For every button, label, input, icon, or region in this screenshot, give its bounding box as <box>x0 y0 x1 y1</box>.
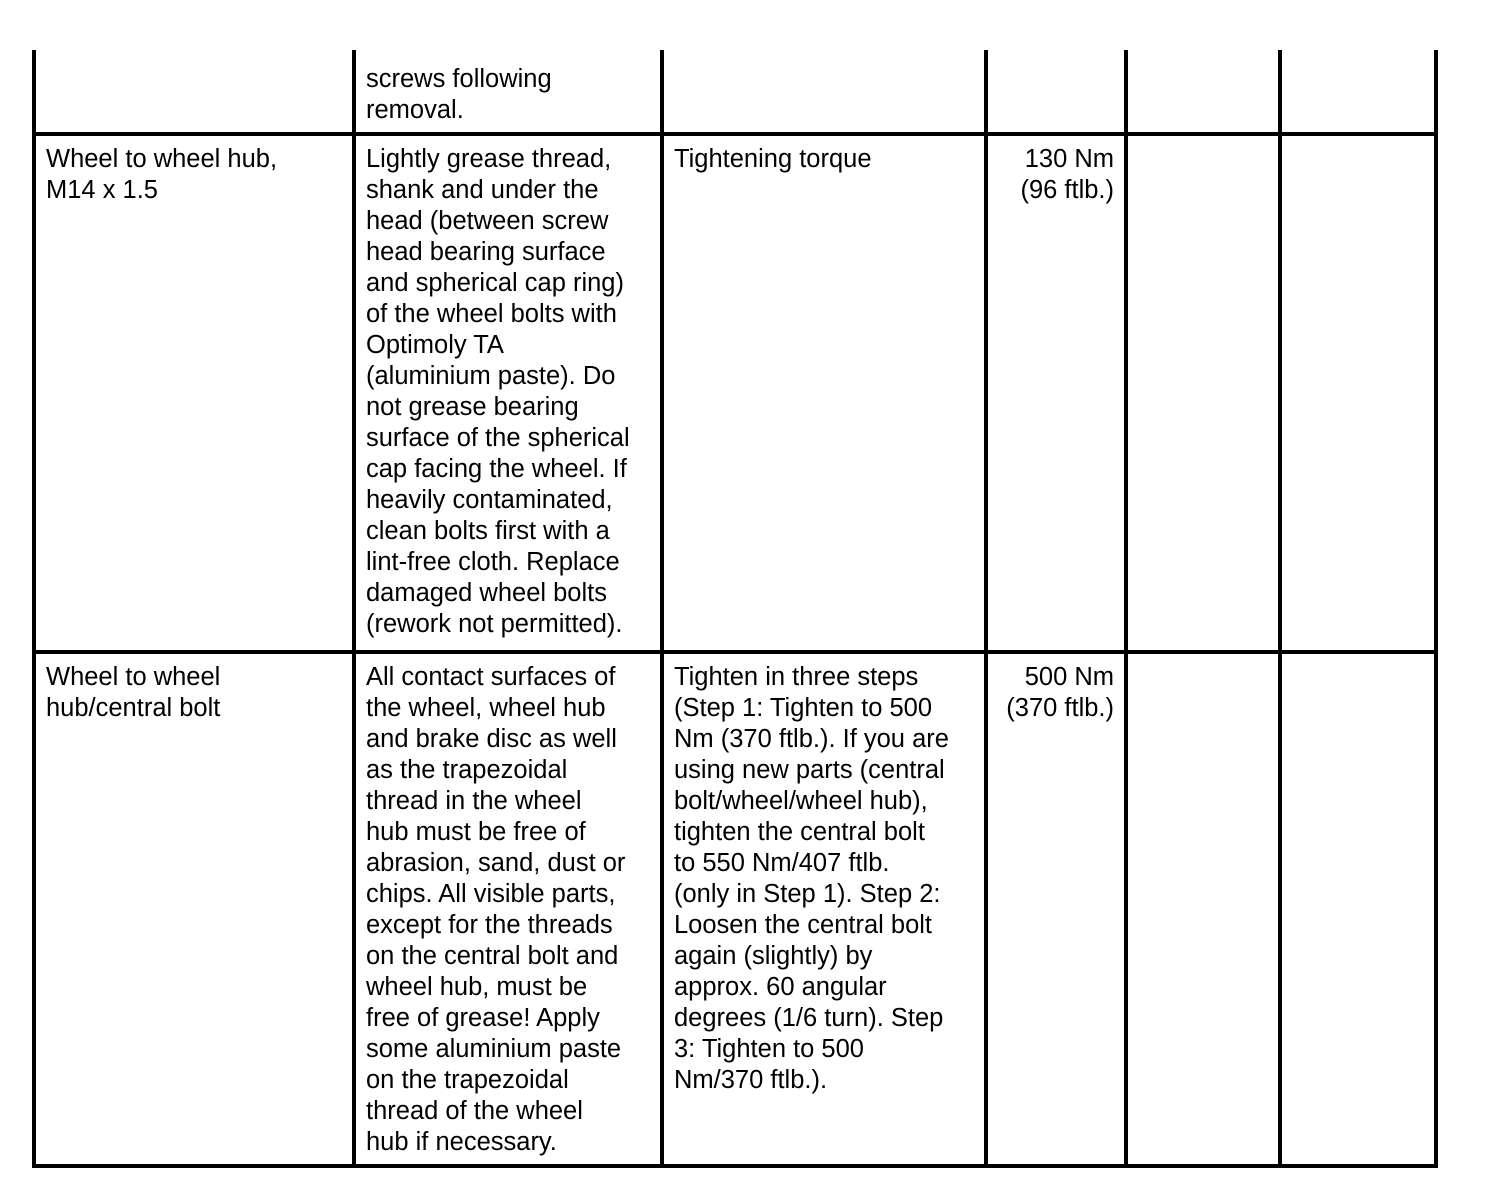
empty-cell-6 <box>1280 50 1436 134</box>
value-text: 130 Nm (96 ftlb.) <box>1020 145 1114 204</box>
component-cell <box>34 134 354 652</box>
table-row <box>34 134 1436 652</box>
note-text: All contact surfaces of the wheel, wheel hub and brake disc as well as the trapezoidal thread in the wheel hub must be free of abrasion, sand, dust or chips. All visible parts, except for the threads on the central bolt and wheel hub, must be free of grease! Apply some aluminium paste on the trapezoidal thread of the wheel hub if necessary. <box>366 663 626 1156</box>
step-cell <box>662 652 986 1166</box>
empty-cell-5 <box>1126 134 1280 652</box>
step-cell <box>662 134 986 652</box>
component-cell <box>34 50 354 134</box>
empty-cell-5 <box>1126 652 1280 1166</box>
torque-spec-table <box>32 50 1438 1168</box>
table-row <box>34 50 1436 134</box>
note-text: Lightly grease thread, shank and under the head (between screw head bearing surface and spherical cap ring) of the wheel bolts with Optimoly TA (aluminium paste). Do not grease bearing surface of the spherical cap facing the wheel. If heavily contaminated, clean bolts first with a lint-free cloth. Replace damaged wheel bolts (rework not permitted). <box>366 145 630 638</box>
value-cell <box>986 50 1126 134</box>
component-text: Wheel to wheel hub/central bolt <box>46 663 221 722</box>
empty-cell-6 <box>1280 134 1436 652</box>
value-text: 500 Nm (370 ftlb.) <box>1006 663 1114 722</box>
empty-cell-6 <box>1280 652 1436 1166</box>
component-text: Wheel to wheel hub, M14 x 1.5 <box>46 145 278 204</box>
note-cell <box>354 134 662 652</box>
empty-cell-5 <box>1126 50 1280 134</box>
component-cell <box>34 652 354 1166</box>
step-text: Tightening torque <box>674 145 872 173</box>
note-text: screws following removal. <box>366 65 552 124</box>
note-cell <box>354 50 662 134</box>
step-text: Tighten in three steps (Step 1: Tighten to 500 Nm (370 ftlb.). If you are using new parts (central bolt/wheel/wheel hub), tighten the central bolt to 550 Nm/407 ftlb. (only in Step 1). Step 2: Loosen the central bolt again (slightly) by approx. 60 angular degrees (1/6 turn). Step 3: Tighten to 500 Nm/370 ftlb.). <box>674 663 949 1094</box>
step-cell <box>662 50 986 134</box>
table-row <box>34 652 1436 1166</box>
value-cell <box>986 134 1126 652</box>
note-cell <box>354 652 662 1166</box>
value-cell <box>986 652 1126 1166</box>
